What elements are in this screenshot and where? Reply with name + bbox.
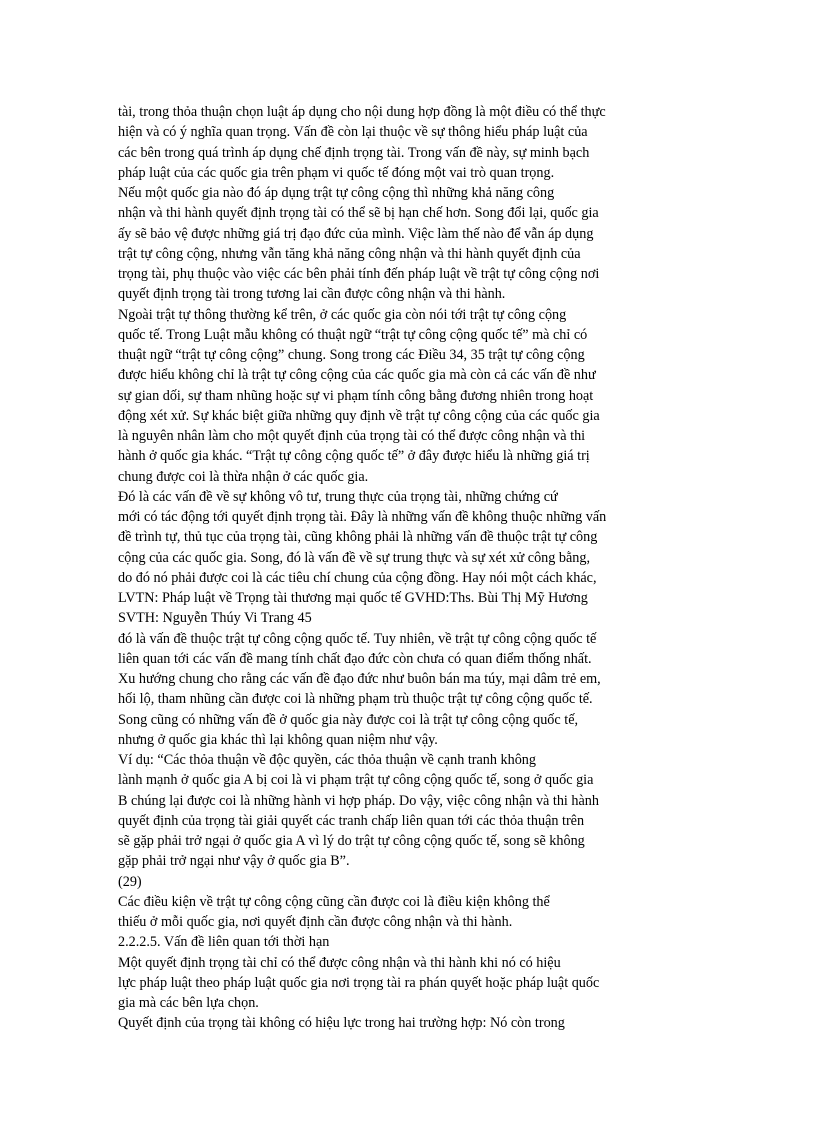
text-line: liên quan tới các vấn đề mang tính chất đạo đức còn chưa có quan điểm thống nhất. xyxy=(118,650,592,667)
text-line: động xét xử. Sự khác biệt giữa những quy định về trật tự công cộng của các quốc gia xyxy=(118,407,600,424)
text-line: quyết định của trọng tài giải quyết các tranh chấp liên quan tới các thỏa thuận trên xyxy=(118,812,585,829)
text-line: nhưng ở quốc gia khác thì lại không quan niệm như vậy. xyxy=(118,731,438,748)
text-line: hối lộ, tham nhũng cần được coi là những phạm trù thuộc trật tự công cộng quốc tế. xyxy=(118,691,593,708)
text-line: sẽ gặp phải trở ngại ở quốc gia A vì lý do trật tự công cộng quốc tế, song sẽ không xyxy=(118,833,585,849)
text-line: lành mạnh ở quốc gia A bị coi là vi phạm trật tự công cộng quốc tế, song ở quốc gia xyxy=(118,772,594,789)
text-line: các bên trong quá trình áp dụng chế định trọng tài. Trong vấn đề này, sự minh bạch xyxy=(118,144,590,161)
text-line: gia mà các bên lựa chọn. xyxy=(118,995,259,1011)
text-line: Ngoài trật tự thông thường kể trên, ở các quốc gia còn nói tới trật tự công cộng xyxy=(118,306,567,323)
text-line: được hiểu không chỉ là trật tự công cộng của các quốc gia mà còn cả các vấn đề như xyxy=(118,367,596,384)
text-line: chung được coi là thừa nhận ở các quốc gia. xyxy=(118,468,369,485)
text-line: Xu hướng chung cho rằng các vấn đề đạo đức như buôn bán ma túy, mại dâm trẻ em, xyxy=(118,671,601,687)
text-line: pháp luật của các quốc gia trên phạm vi quốc tế đóng một vai trò quan trọng. xyxy=(118,164,555,181)
text-line: (29) xyxy=(118,873,142,890)
text-line: Các điều kiện về trật tự công cộng cũng cần được coi là điều kiện không thể xyxy=(118,893,550,910)
text-line: tài, trong thỏa thuận chọn luật áp dụng cho nội dung hợp đồng là một điều có thể thực xyxy=(118,104,606,120)
text-line: đề trình tự, thủ tục của trọng tài, cũng không phải là những vấn đề thuộc trật tự công xyxy=(118,529,598,546)
text-line: SVTH: Nguyễn Thúy Vi Trang 45 xyxy=(118,610,312,627)
text-line: LVTN: Pháp luật về Trọng tài thương mại quốc tế GVHD:Ths. Bùi Thị Mỹ Hương xyxy=(118,590,588,606)
text-line: Đó là các vấn đề về sự không vô tư, trung thực của trọng tài, những chứng cứ xyxy=(118,488,558,505)
text-line: ấy sẽ bảo vệ được những giá trị đạo đức của mình. Việc làm thế nào để vẫn áp dụng xyxy=(118,225,594,242)
text-line: thuật ngữ “trật tự công cộng” chung. Song trong các Điều 34, 35 trật tự công cộng xyxy=(118,347,585,363)
text-line: là nguyên nhân làm cho một quyết định của trọng tài có thể được công nhận và thi xyxy=(118,428,586,444)
text-line: hiện và có ý nghĩa quan trọng. Vấn đề còn lại thuộc về sự thông hiểu pháp luật của xyxy=(118,124,588,141)
text-line: trật tự công cộng, nhưng vẫn tăng khả năng công nhận và thi hành quyết định của xyxy=(118,245,581,262)
text-line: đó là vấn đề thuộc trật tự công cộng quốc tế. Tuy nhiên, về trật tự công cộng quốc tế xyxy=(118,630,597,647)
text-line: Song cũng có những vấn đề ở quốc gia này được coi là trật tự công cộng quốc tế, xyxy=(118,711,579,728)
text-line: Một quyết định trọng tài chỉ có thể được công nhận và thi hành khi nó có hiệu xyxy=(118,954,561,971)
text-line: sự gian dối, sự tham nhũng hoặc sự vi phạm tính công bằng đương nhiên trong hoạt xyxy=(118,387,594,404)
text-line: quốc tế. Trong Luật mẫu không có thuật ngữ “trật tự công cộng quốc tế” mà chỉ có xyxy=(118,326,588,343)
text-line: thiếu ở mỗi quốc gia, nơi quyết định cần được công nhận và thi hành. xyxy=(118,914,513,930)
text-line: Quyết định của trọng tài không có hiệu lực trong hai trường hợp: Nó còn trong xyxy=(118,1015,565,1032)
text-line: Nếu một quốc gia nào đó áp dụng trật tự công cộng thì những khả năng công xyxy=(118,185,555,201)
text-line: mới có tác động tới quyết định trọng tài. Đây là những vấn đề không thuộc những vấn xyxy=(118,509,607,525)
text-line: trọng tài, phụ thuộc vào việc các bên phải tính đến pháp luật về trật tự công cộng nơi xyxy=(118,266,600,282)
text-line: cộng của các quốc gia. Song, đó là vấn đề về sự trung thực và sự xét xử công bằng, xyxy=(118,549,591,566)
text-line: quyết định trọng tài trong tương lai cần được công nhận và thi hành. xyxy=(118,286,506,303)
text-line: do đó nó phải được coi là các tiêu chí chung của cộng đồng. Hay nói một cách khác, xyxy=(118,569,597,586)
text-line: lực pháp luật theo pháp luật quốc gia nơi trọng tài ra phán quyết hoặc pháp luật quốc xyxy=(118,974,600,991)
text-line: gặp phải trở ngại như vậy ở quốc gia B”. xyxy=(118,853,350,870)
text-line: hành ở quốc gia khác. “Trật tự công cộng quốc tế” ở đây được hiểu là những giá trị xyxy=(118,448,590,465)
text-line: 2.2.2.5. Vấn đề liên quan tới thời hạn xyxy=(118,934,330,951)
text-line: Ví dụ: “Các thỏa thuận về độc quyền, các thỏa thuận về cạnh tranh không xyxy=(118,752,536,768)
document-body xyxy=(118,102,688,1034)
text-line: B chúng lại được coi là những hành vi hợp pháp. Do vậy, việc công nhận và thi hành xyxy=(118,792,599,809)
text-line: nhận và thi hành quyết định trọng tài có thể sẽ bị hạn chế hơn. Song đổi lại, quốc gia xyxy=(118,205,599,222)
